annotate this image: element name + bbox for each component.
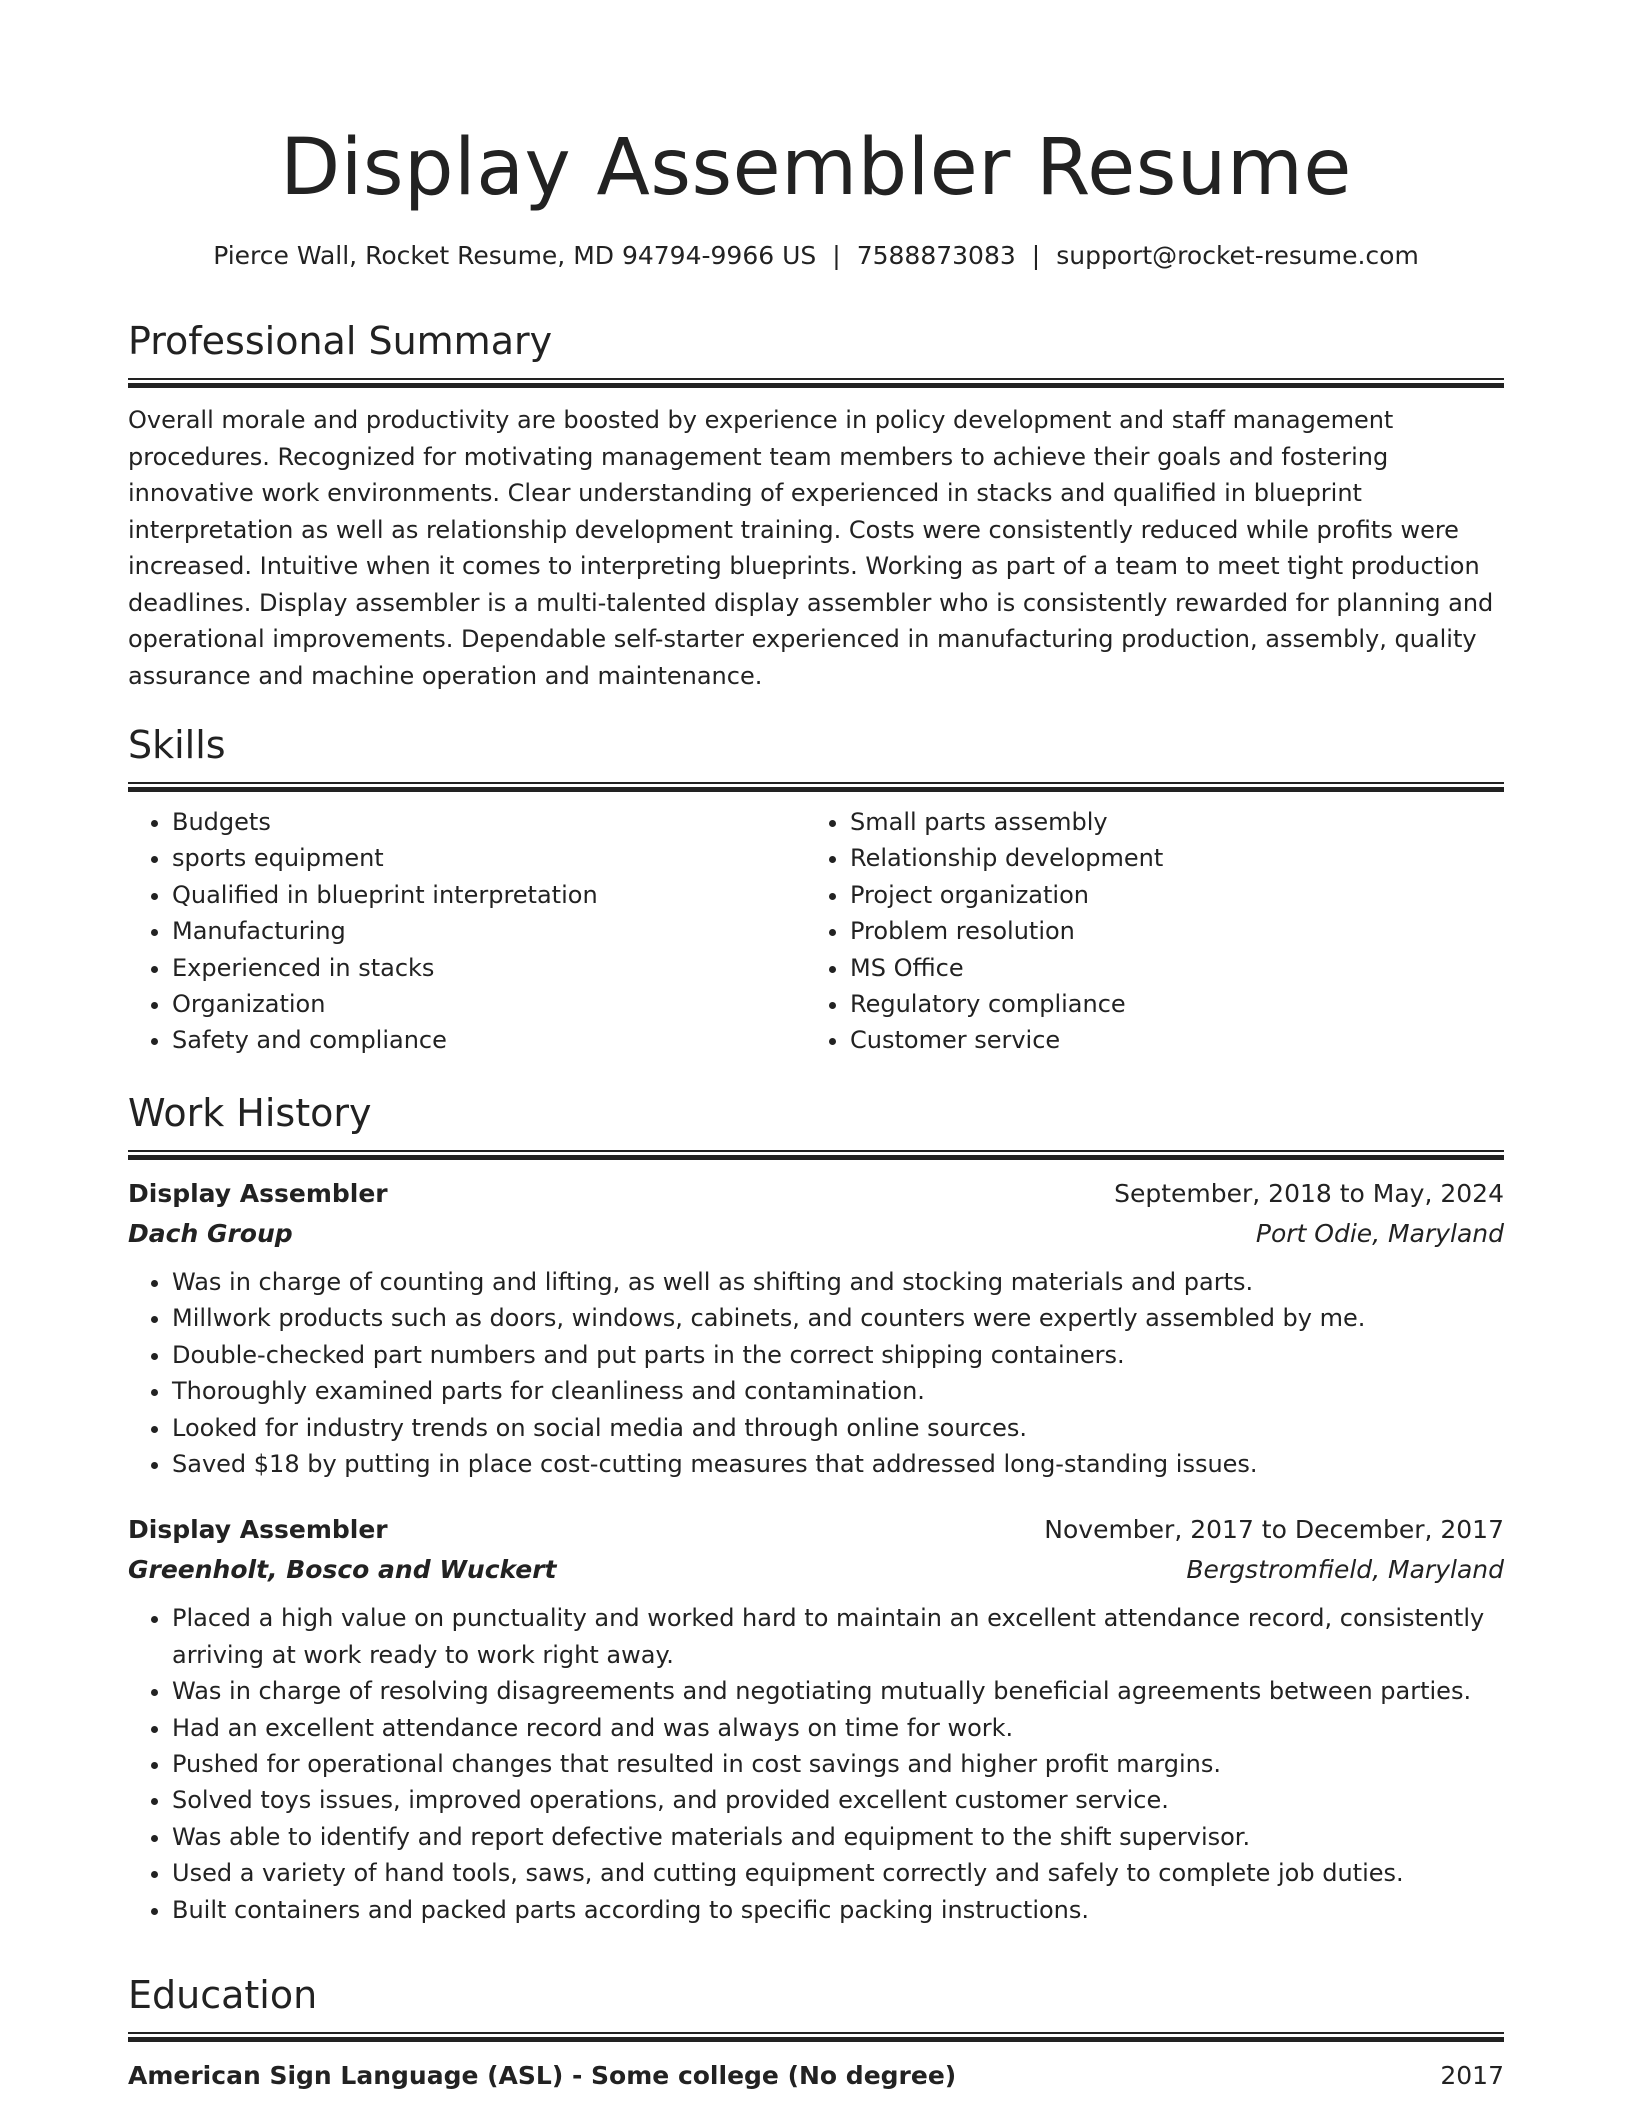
job-company: Dach Group [128, 1219, 293, 1248]
skill-item: • sports equipment [172, 840, 806, 876]
education-year: 2017 [1440, 2061, 1504, 2090]
job-bullet: • Built containers and packed parts according to specific packing instructions. [172, 1892, 1504, 1928]
skill-item: • Small parts assembly [850, 804, 1484, 840]
job-bullet: • Looked for industry trends on social media and through online sources. [172, 1410, 1504, 1446]
skills-heading: Skills [128, 723, 226, 767]
skill-item: • Safety and compliance [172, 1022, 806, 1058]
job-company-row [128, 1214, 1504, 1254]
job-bullet: • Placed a high value on punctuality and worked hard to maintain an excellent attendance record, consistently arriving at work ready to work right away. [172, 1600, 1504, 1673]
contact-line [128, 238, 1504, 274]
job-location: Bergstromfield, Maryland [1186, 1555, 1504, 1585]
skill-item: • Experienced in stacks [172, 950, 806, 986]
job-entry [128, 1510, 1504, 1928]
job-dates: November, 2017 to December, 2017 [1044, 1515, 1504, 1545]
skills-list-left [128, 804, 806, 1059]
job-bullet: • Thoroughly examined parts for cleanliness and contamination. [172, 1373, 1504, 1409]
skills-columns [128, 804, 1504, 1059]
summary-section [128, 316, 1504, 694]
summary-heading: Professional Summary [128, 319, 553, 363]
work-history-heading: Work History [128, 1091, 372, 1135]
resume-title: Display Assembler Resume [280, 123, 1352, 213]
skills-section [128, 720, 1504, 1059]
job-bullet: • Millwork products such as doors, windows, cabinets, and counters were expertly assembled by me. [172, 1300, 1504, 1336]
job-company-row [128, 1550, 1504, 1590]
section-divider [128, 378, 1504, 388]
section-divider [128, 2032, 1504, 2042]
contact-phone: 7588873083 [856, 241, 1016, 270]
job-header-row [128, 1510, 1504, 1550]
job-bullet: • Was able to identify and report defective materials and equipment to the shift supervisor. [172, 1819, 1504, 1855]
job-bullets [128, 1600, 1504, 1928]
contact-address: Pierce Wall, Rocket Resume, MD 94794-9966 US [213, 241, 817, 270]
job-bullet: • Had an excellent attendance record and was always on time for work. [172, 1710, 1504, 1746]
work-history-section [128, 1088, 1504, 1928]
job-title: Display Assembler [128, 1515, 388, 1545]
job-bullet: • Pushed for operational changes that resulted in cost savings and higher profit margins. [172, 1746, 1504, 1782]
education-entry [128, 2056, 1504, 2096]
skills-list-right [806, 804, 1484, 1059]
skill-item: • Organization [172, 986, 806, 1022]
job-company: Greenholt, Bosco and Wuckert [128, 1555, 557, 1585]
job-bullet: • Double-checked part numbers and put parts in the correct shipping containers. [172, 1337, 1504, 1373]
job-title: Display Assembler [128, 1179, 388, 1208]
skill-item: • Regulatory compliance [850, 986, 1484, 1022]
skill-item: • Customer service [850, 1022, 1484, 1058]
education-degree: American Sign Language (ASL) - Some college (No degree) [128, 2061, 957, 2090]
education-heading: Education [128, 1973, 318, 2017]
job-bullet: • Solved toys issues, improved operations, and provided excellent customer service. [172, 1782, 1504, 1818]
job-bullet: • Was in charge of counting and lifting, as well as shifting and stocking materials and parts. [172, 1264, 1504, 1300]
summary-text: Overall morale and productivity are boosted by experience in policy development and staff management procedures. Recognized for motivating management team members to achieve their goals and fostering innovative work environments. Clear understanding of experienced in stacks and qualified in blueprint interpretation as well as relationship development training. Costs were consistently reduced while profits were increased. Intuitive when it comes to interpreting blueprints. Working as part of a team to meet tight production deadlines. Display assembler is a multi-talented display assembler who is consistently rewarded for planning and operational improvements. Dependable self-starter experienced in manufacturing production, assembly, quality assurance and machine operation and maintenance. [128, 406, 1494, 690]
skill-item: • Budgets [172, 804, 806, 840]
job-entry [128, 1174, 1504, 1482]
education-section [128, 1970, 1504, 2096]
contact-separator: | [1031, 241, 1041, 270]
job-bullets [128, 1264, 1504, 1482]
job-dates: September, 2018 to May, 2024 [1114, 1179, 1504, 1208]
section-divider [128, 782, 1504, 792]
skill-item: • MS Office [850, 950, 1484, 986]
skill-item: • Qualified in blueprint interpretation [172, 877, 806, 913]
contact-email: support@rocket-resume.com [1056, 241, 1419, 270]
skill-item: • Problem resolution [850, 913, 1484, 949]
skill-item: • Manufacturing [172, 913, 806, 949]
contact-separator: | [832, 241, 841, 270]
job-header-row [128, 1174, 1504, 1214]
job-location: Port Odie, Maryland [1255, 1219, 1504, 1248]
job-bullet: • Used a variety of hand tools, saws, and cutting equipment correctly and safely to complete job duties. [172, 1855, 1504, 1891]
skill-item: • Relationship development [850, 840, 1484, 876]
section-divider [128, 1150, 1504, 1160]
skill-item: • Project organization [850, 877, 1484, 913]
job-bullet: • Was in charge of resolving disagreements and negotiating mutually beneficial agreements between parties. [172, 1673, 1504, 1709]
job-bullet: • Saved $18 by putting in place cost-cutting measures that addressed long-standing issues. [172, 1446, 1504, 1482]
